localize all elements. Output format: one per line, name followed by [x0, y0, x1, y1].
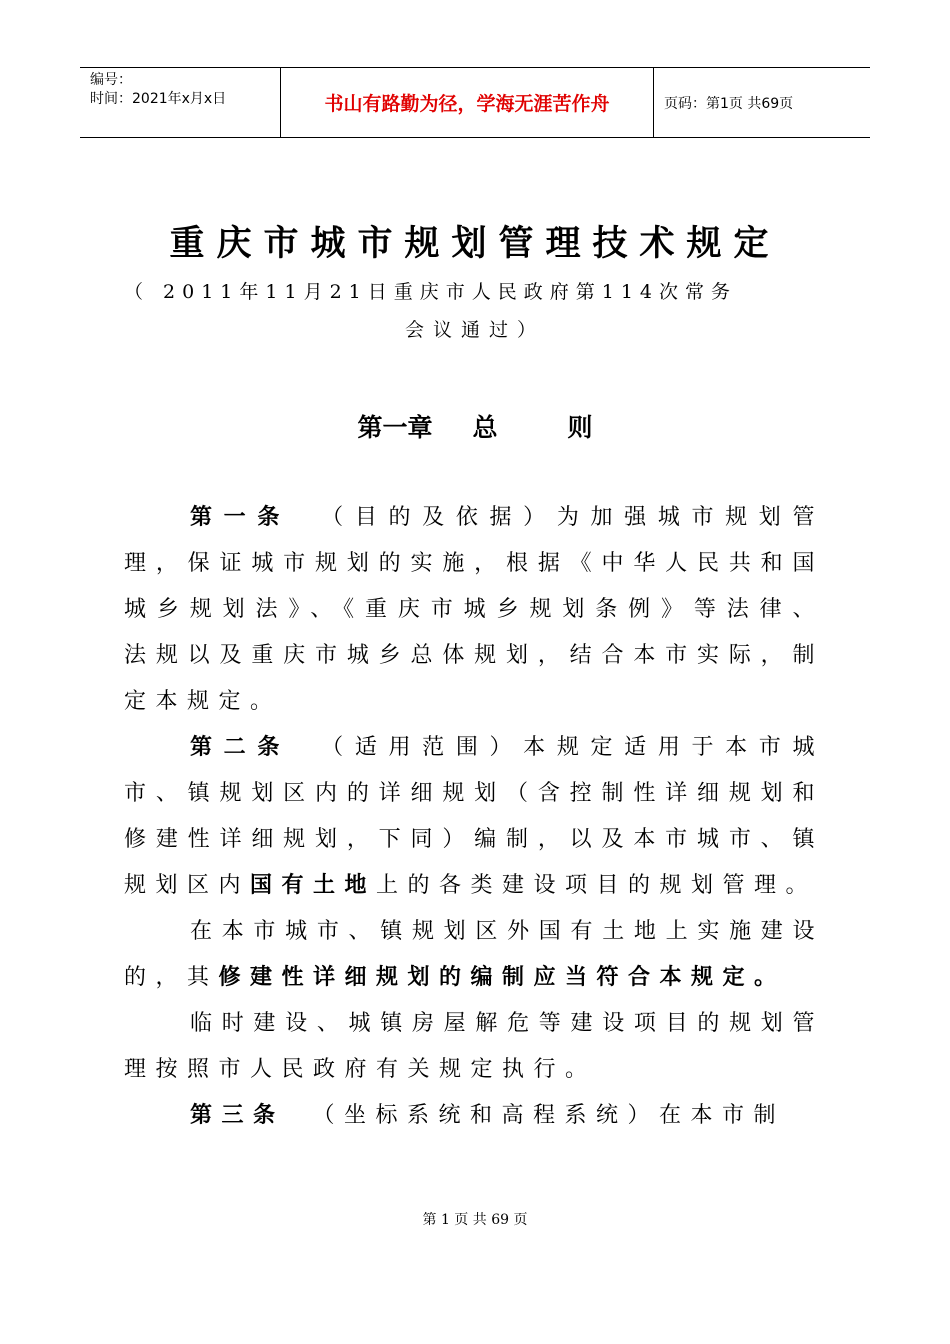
page-footer: 第 1 页 共 69 页 — [422, 1212, 528, 1228]
article-1-label: 第一条 — [190, 505, 291, 530]
header-meta — [80, 68, 281, 137]
document-title: 重庆市城市规划管理技术规定 — [169, 224, 781, 264]
header-motto: 书山有路勤为径，学海无涯苦作舟 — [281, 68, 654, 137]
document-header — [80, 67, 870, 138]
document-subtitle: （ 2011年11月21日重庆市人民政府第114次常务 — [124, 281, 738, 303]
chapter-number: 第一章 — [357, 413, 433, 442]
article-3-text: （坐标系统和高程系统）在本市制 — [312, 1103, 786, 1128]
number-label: 编号： — [90, 72, 132, 88]
article-1-text: （目的及依据）为加强城市规划管理，保证城市规划的实施，根据《中华人民共和国城乡规划法》、《重庆市城乡规划条例》等法律、法规以及重庆市城乡总体规划，结合本市实际，制定本规定。 — [124, 505, 824, 714]
paragraph-2-bold: 修建性详细规划的编制应当符合本规定。 — [218, 965, 786, 990]
chapter-word-2: 则 — [567, 413, 593, 442]
time-label: 时间：2021年x月x日 — [90, 91, 227, 107]
header-page-info: 页码：第1页 共69页 — [664, 95, 794, 112]
paragraph-3: 临时建设、城镇房屋解危等建设项目的规划管理按照市人民政府有关规定执行。 — [124, 1011, 824, 1082]
chapter-heading — [0, 408, 950, 444]
article-2-bold: 国有土地 — [250, 873, 377, 898]
paragraph-2-text: 在本市城市、镇规划区外国有土地上实施建设的，其 — [124, 919, 824, 990]
article-2-label: 第二条 — [190, 735, 291, 760]
article-2 — [124, 725, 824, 909]
document-subtitle-cont: 会议通过） — [404, 319, 545, 341]
article-1 — [124, 495, 824, 725]
paragraph-2 — [124, 909, 824, 1001]
chapter-word-1: 总 — [472, 413, 498, 442]
article-2-text-a: （适用范围）本规定适用于本市城市、镇规划区内的详细规划（含控制性详细规划和修建性详细规划，下同）编制，以及本市城市、镇规划区内 — [124, 735, 824, 898]
article-2-text-b: 上的各类建设项目的规划管理。 — [376, 873, 818, 898]
article-3-label: 第三条 — [190, 1103, 285, 1128]
document-body — [124, 495, 824, 1139]
article-3 — [124, 1093, 824, 1139]
